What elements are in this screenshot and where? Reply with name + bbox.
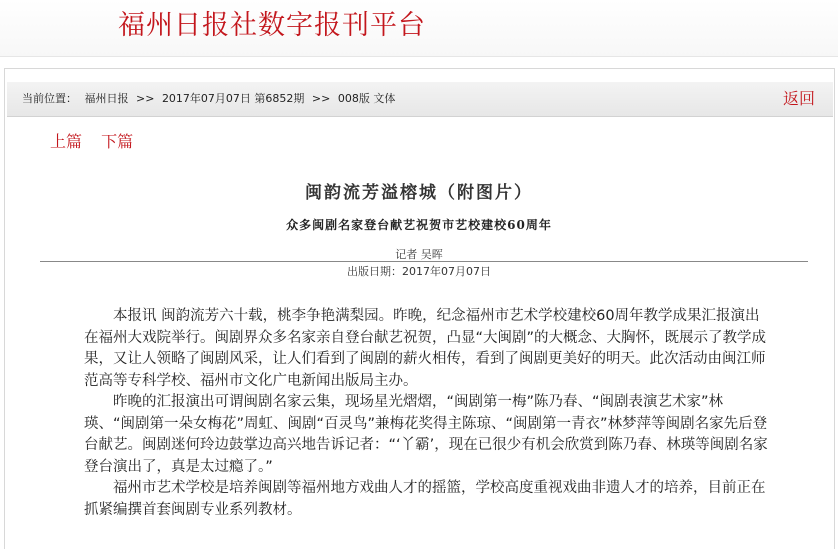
- site-header: [0, 0, 838, 57]
- article-title: 闽韵流芳溢榕城（附图片）: [305, 183, 533, 203]
- breadcrumb-label: 当前位置：: [22, 92, 77, 105]
- prev-article-link[interactable]: 上篇: [50, 132, 83, 151]
- article-paragraph: 福州市艺术学校是培养闽剧等福州地方戏曲人才的摇篮，学校高度重视戏曲非遗人才的培养，目前正在抓紧编撰首套闽剧专业系列教材。: [84, 480, 766, 518]
- breadcrumb-newspaper-link[interactable]: 福州日报: [84, 92, 129, 105]
- article-subtitle: 众多闽剧名家登台献艺祝贺市艺校建校60周年: [286, 218, 552, 232]
- article-pagination: [50, 129, 147, 152]
- article-body: [84, 306, 774, 521]
- article-author: 记者 吴晖: [395, 248, 443, 261]
- pubdate-label: 出版日期：: [347, 265, 402, 278]
- publication-date: [0, 263, 838, 279]
- breadcrumb-issue-link[interactable]: 2017年07月07日 第6852期: [161, 92, 305, 105]
- divider: [40, 261, 808, 262]
- breadcrumb-section-link[interactable]: 008版 文体: [337, 92, 396, 105]
- next-article-link[interactable]: 下篇: [101, 132, 134, 151]
- article-paragraph: 本报讯 闽韵流芳六十载，桃李争艳满梨园。昨晚，纪念福州市艺术学校建校60周年教学成果汇报演出在福州大戏院举行。闽剧界众多名家亲自登台献艺祝贺，凸显“大闽剧”的大概念、大胸怀，既展示了教学成果，又让人领略了闽剧风采，让人们看到了闽剧的薪火相传，看到了闽剧更美好的明天。此次活动由闽江师范高等专科学校、福州市文化广电新闻出版局主办。: [84, 308, 767, 389]
- site-title: 福州日报社数字报刊平台: [118, 10, 426, 41]
- breadcrumb: [7, 82, 833, 117]
- back-link[interactable]: 返回: [782, 89, 815, 108]
- pubdate-value: 2017年07月07日: [402, 265, 491, 278]
- breadcrumb-separator: >>: [311, 92, 331, 105]
- article-paragraph: 昨晚的汇报演出可谓闽剧名家云集，现场星光熠熠，“闽剧第一梅”陈乃春、“闽剧表演艺术家”林瑛、“闽剧第一朵女梅花”周虹、闽剧“百灵鸟”兼梅花奖得主陈琼、“闽剧第一青衣”林梦萍等闽剧名家先后登台献艺。闽剧迷何玲边鼓掌边高兴地告诉记者：“‘丫霸’，现在已很少有机会欣赏到陈乃春、林瑛等闽剧名家登台演出了，真是太过瘾了。”: [84, 394, 768, 475]
- breadcrumb-separator: >>: [136, 92, 155, 105]
